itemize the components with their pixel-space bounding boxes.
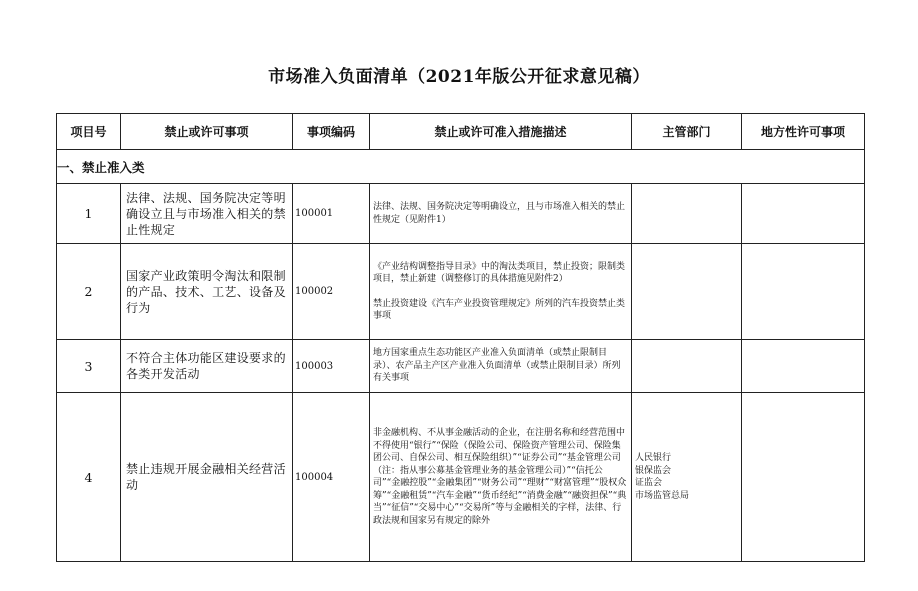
row-item: 法律、法规、国务院决定等明确设立且与市场准入相关的禁止性规定 <box>121 184 293 244</box>
table-row <box>57 184 865 244</box>
header-code: 事项编码 <box>293 114 370 150</box>
row-number: 3 <box>57 340 121 393</box>
document-title: 市场准入负面清单（2021年版公开征求意见稿） <box>268 67 650 87</box>
description-paragraph: 地方国家重点生态功能区产业准入负面清单（或禁止限制目录）、农产品主产区产业准入负面清单（或禁止限制目录）所列有关事项 <box>373 348 621 384</box>
row-department <box>632 184 742 244</box>
table-row <box>57 393 865 562</box>
row-local-permit <box>742 244 865 340</box>
department-name: 银保监会 <box>635 465 672 476</box>
description-paragraph: 非金融机构、不从事金融活动的企业，在注册名称和经营范围中不得使用“银行”“保险（保险公司、保险资产管理公司、保险集团公司、自保公司、相互保险组织）”“证券公司”“基金管理公司（注：指从事公募基金管理业务的基金管理公司）”“信托公司”“金融控股”“金融集团”“财务公司”“理财”“财富管理”“股权众筹”“金融租赁”“汽车金融”“货币经纪”“消费金融”“融资担保”“典当”“征信”“交易中心”“交易所”等与金融相关的字样，法律、行政法规和国家另有规定的除外 <box>373 428 627 526</box>
row-description <box>370 393 632 562</box>
table-row <box>57 340 865 393</box>
row-item: 不符合主体功能区建设要求的各类开发活动 <box>121 340 293 393</box>
row-number: 1 <box>57 184 121 244</box>
row-number: 2 <box>57 244 121 340</box>
negative-list-table <box>56 113 865 562</box>
row-local-permit <box>742 340 865 393</box>
row-department <box>632 244 742 340</box>
department-name: 市场监管总局 <box>635 490 690 501</box>
department-name: 人民银行 <box>635 453 672 463</box>
row-code: 100004 <box>293 393 370 562</box>
description-paragraph: 禁止投资建设《汽车产业投资管理规定》所列的汽车投资禁止类事项 <box>373 298 626 321</box>
row-number: 4 <box>57 393 121 562</box>
row-department <box>632 340 742 393</box>
table-row <box>57 244 865 340</box>
row-code: 100002 <box>293 244 370 340</box>
row-description <box>370 244 632 340</box>
row-local-permit <box>742 184 865 244</box>
header-item: 禁止或许可事项 <box>121 114 293 150</box>
row-code: 100003 <box>293 340 370 393</box>
header-description: 禁止或许可准入措施描述 <box>370 114 632 150</box>
row-description <box>370 340 632 393</box>
header-local-permit: 地方性许可事项 <box>742 114 865 150</box>
description-paragraph: 《产业结构调整指导目录》中的淘汰类项目，禁止投资；限制类项目，禁止新建（调整修订的具体措施见附件2） <box>373 261 626 284</box>
row-item: 禁止违规开展金融相关经营活动 <box>121 393 293 562</box>
section-row <box>57 150 865 184</box>
row-code: 100001 <box>293 184 370 244</box>
table-header-row <box>57 114 865 150</box>
department-name: 证监会 <box>635 478 663 488</box>
row-item: 国家产业政策明令淘汰和限制的产品、技术、工艺、设备及行为 <box>121 244 293 340</box>
row-local-permit <box>742 393 865 562</box>
description-paragraph: 法律、法规、国务院决定等明确设立，且与市场准入相关的禁止性规定（见附件1） <box>373 202 626 225</box>
header-department: 主管部门 <box>632 114 742 150</box>
section-title: 一、禁止准入类 <box>57 150 865 184</box>
row-department <box>632 393 742 562</box>
row-description <box>370 184 632 244</box>
header-item-no: 项目号 <box>57 114 121 150</box>
